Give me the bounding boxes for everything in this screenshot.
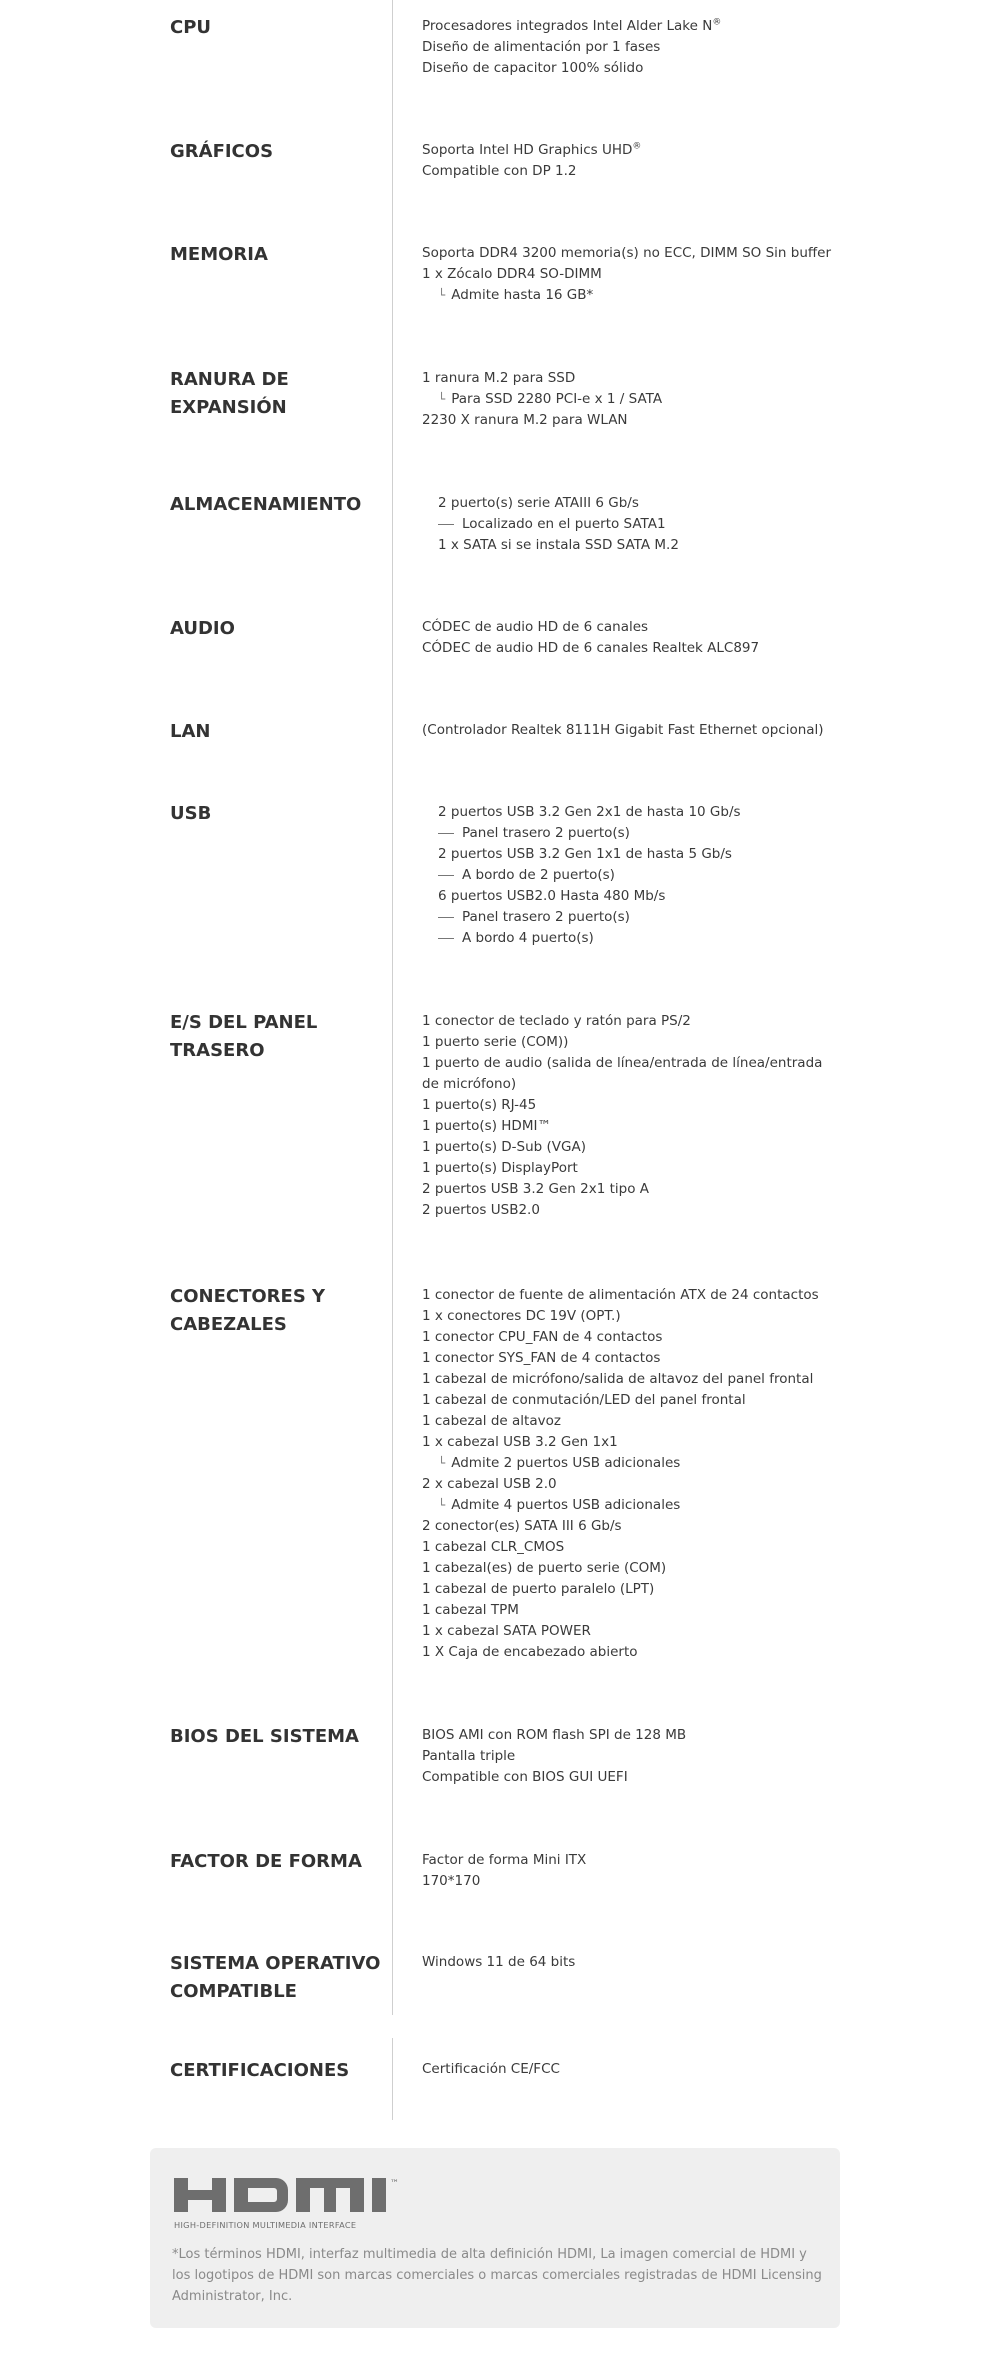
spec-value-text: BIOS AMI con ROM flash SPI de 128 MB (422, 1727, 687, 1743)
hdmi-notice-box (150, 2148, 840, 2328)
spec-value-line (422, 638, 842, 659)
spec-value-text: Admite 4 puertos USB adicionales (451, 1497, 681, 1513)
spec-value-text: 1 x SATA si se instala SSD SATA M.2 (438, 537, 679, 553)
spec-value-line (422, 865, 842, 886)
sub-item-dash-icon (438, 524, 454, 525)
spec-value-text: 1 puerto serie (COM)) (422, 1034, 569, 1050)
spec-value-text: 1 x Zócalo DDR4 SO-DIMM (422, 266, 602, 282)
spec-value-text: Admite 2 puertos USB adicionales (451, 1455, 681, 1471)
spec-value-line (422, 802, 842, 823)
spec-values (422, 368, 842, 431)
spec-label: AUDIO (170, 618, 235, 639)
spec-value-text: 2 x cabezal USB 2.0 (422, 1476, 557, 1492)
spec-values (422, 1850, 842, 1892)
spec-value-line (422, 1369, 842, 1390)
spec-label: CERTIFICACIONES (170, 2060, 350, 2081)
spec-value-line (422, 1850, 842, 1871)
spec-value-text: 1 puerto de audio (salida de línea/entrada de línea/entrada de micrófono) (422, 1055, 823, 1092)
spec-value-text: Procesadores integrados Intel Alder Lake N (422, 18, 713, 34)
spec-label: E/S DEL PANEL TRASERO (170, 1012, 318, 1061)
spec-value-text: 1 cabezal de conmutación/LED del panel frontal (422, 1392, 746, 1408)
hdmi-logo (172, 2176, 412, 2236)
spec-value-text: 1 puerto(s) D-Sub (VGA) (422, 1139, 586, 1155)
spec-value-line (422, 1558, 842, 1579)
spec-label: FACTOR DE FORMA (170, 1851, 362, 1872)
spec-value-line (422, 1621, 842, 1642)
spec-value-line (422, 1348, 842, 1369)
spec-value-line (422, 1537, 842, 1558)
spec-label: USB (170, 803, 212, 824)
spec-value-text: 2 puertos USB 3.2 Gen 1x1 de hasta 5 Gb/s (438, 846, 732, 862)
spec-values (422, 802, 842, 949)
spec-label: GRÁFICOS (170, 141, 274, 162)
spec-value-line (422, 844, 842, 865)
spec-value-text: Pantalla triple (422, 1748, 516, 1764)
spec-value-text: Panel trasero 2 puerto(s) (462, 909, 630, 925)
spec-value-line (422, 1116, 842, 1137)
spec-value-line (422, 1453, 842, 1474)
spec-value-text: Certificación CE/FCC (422, 2061, 560, 2077)
sub-item-branch-icon: └ (438, 392, 446, 406)
spec-value-line (422, 823, 842, 844)
spec-value-text: 2 puertos USB 3.2 Gen 2x1 de hasta 10 Gb/s (438, 804, 741, 820)
spec-label: SISTEMA OPERATIVO COMPATIBLE (170, 1953, 381, 2002)
spec-values (422, 1952, 842, 1973)
spec-values (422, 493, 842, 556)
spec-value-text: A bordo de 2 puerto(s) (462, 867, 615, 883)
spec-value-text: Localizado en el puerto SATA1 (462, 516, 666, 532)
spec-value-line (422, 720, 842, 741)
spec-value-line (422, 886, 842, 907)
spec-value-text: Windows 11 de 64 bits (422, 1954, 576, 1970)
spec-value-text: 1 cabezal TPM (422, 1602, 519, 1618)
spec-value-line (422, 285, 842, 306)
spec-value-text: 1 conector SYS_FAN de 4 contactos (422, 1350, 661, 1366)
spec-value-line (422, 1306, 842, 1327)
spec-value-text: 2 puertos USB2.0 (422, 1202, 540, 1218)
spec-values (422, 1285, 842, 1663)
spec-value-line (422, 1600, 842, 1621)
spec-value-text: 1 conector de fuente de alimentación ATX de 24 contactos (422, 1287, 819, 1303)
spec-value-line (422, 535, 842, 556)
spec-value-text: 1 puerto(s) HDMI™ (422, 1118, 551, 1134)
spec-value-line (422, 1200, 842, 1221)
spec-values (422, 1725, 842, 1788)
spec-label: MEMORIA (170, 244, 268, 265)
spec-value-line (422, 1474, 842, 1495)
spec-values (422, 16, 842, 79)
spec-value-text: CÓDEC de audio HD de 6 canales Realtek ALC897 (422, 640, 760, 656)
spec-value-line (422, 1032, 842, 1053)
spec-value-text: 1 conector CPU_FAN de 4 contactos (422, 1329, 663, 1345)
spec-value-line (422, 1179, 842, 1200)
spec-value-text: Admite hasta 16 GB* (451, 287, 594, 303)
spec-label: BIOS DEL SISTEMA (170, 1726, 359, 1747)
sub-item-dash-icon (438, 938, 454, 939)
spec-value-text: Diseño de capacitor 100% sólido (422, 60, 644, 76)
spec-value-text: Factor de forma Mini ITX (422, 1852, 587, 1868)
spec-value-line (422, 389, 842, 410)
spec-value-line (422, 140, 842, 161)
spec-label: CPU (170, 17, 212, 38)
spec-value-text: 1 x conectores DC 19V (OPT.) (422, 1308, 621, 1324)
spec-value-line (422, 1411, 842, 1432)
sub-item-dash-icon (438, 833, 454, 834)
spec-value-text: Soporta DDR4 3200 memoria(s) no ECC, DIMM SO Sin buffer (422, 245, 832, 261)
spec-value-line (422, 1495, 842, 1516)
spec-value-line (422, 1746, 842, 1767)
spec-label: RANURA DE EXPANSIÓN (170, 369, 289, 418)
spec-value-line (422, 368, 842, 389)
spec-label: CONECTORES Y CABEZALES (170, 1286, 326, 1335)
sub-item-branch-icon: └ (438, 288, 446, 302)
spec-value-text: 6 puertos USB2.0 Hasta 480 Mb/s (438, 888, 666, 904)
spec-value-text: 1 cabezal(es) de puerto serie (COM) (422, 1560, 667, 1576)
spec-value-text: Compatible con BIOS GUI UEFI (422, 1769, 628, 1785)
sub-item-branch-icon: └ (438, 1498, 446, 1512)
spec-value-line (422, 1642, 842, 1663)
spec-value-line (422, 1871, 842, 1892)
spec-values (422, 1011, 842, 1221)
spec-value-line (422, 1137, 842, 1158)
spec-value-line (422, 410, 842, 431)
spec-values (422, 2059, 842, 2080)
spec-value-text: 1 X Caja de encabezado abierto (422, 1644, 638, 1660)
spec-value-text: 170*170 (422, 1873, 481, 1889)
spec-value-line (422, 1516, 842, 1537)
spec-value-line (422, 617, 842, 638)
sub-item-branch-icon: └ (438, 1456, 446, 1470)
spec-value-line (422, 907, 842, 928)
spec-value-line (422, 1579, 842, 1600)
spec-value-text: Soporta Intel HD Graphics UHD (422, 142, 633, 158)
spec-value-line (422, 1158, 842, 1179)
spec-label: ALMACENAMIENTO (170, 494, 362, 515)
spec-label: LAN (170, 721, 211, 742)
spec-value-line (422, 264, 842, 285)
spec-value-text: Panel trasero 2 puerto(s) (462, 825, 630, 841)
spec-values (422, 243, 842, 306)
spec-values (422, 720, 842, 741)
spec-value-line (422, 1095, 842, 1116)
spec-value-text: 2230 X ranura M.2 para WLAN (422, 412, 628, 428)
spec-value-line (422, 1725, 842, 1746)
spec-value-text: 1 puerto(s) RJ-45 (422, 1097, 537, 1113)
spec-value-text: (Controlador Realtek 8111H Gigabit Fast Ethernet opcional) (422, 722, 824, 738)
spec-value-line (422, 514, 842, 535)
spec-value-line (422, 493, 842, 514)
hdmi-trademark-notice: *Los términos HDMI, interfaz multimedia de alta definición HDMI, La imagen comercial de HDMI y los logotipos de HDMI son marcas comerciales o marcas comerciales registradas de HDMI Licensing Administrator, Inc. (172, 2247, 822, 2304)
spec-value-line (422, 2059, 842, 2080)
registered-mark: ® (632, 141, 642, 152)
spec-value-text: 1 cabezal de micrófono/salida de altavoz del panel frontal (422, 1371, 814, 1387)
sub-item-dash-icon (438, 917, 454, 918)
divider-line (392, 0, 393, 2015)
spec-value-text: 1 conector de teclado y ratón para PS/2 (422, 1013, 691, 1029)
spec-value-line (422, 16, 842, 37)
spec-value-line (422, 1053, 842, 1095)
spec-value-text: 1 cabezal CLR_CMOS (422, 1539, 565, 1555)
spec-value-text: Compatible con DP 1.2 (422, 163, 577, 179)
spec-values (422, 140, 842, 182)
spec-value-line (422, 1327, 842, 1348)
spec-value-text: Diseño de alimentación por 1 fases (422, 39, 661, 55)
spec-value-text: 1 cabezal de puerto paralelo (LPT) (422, 1581, 655, 1597)
spec-value-text: 1 x cabezal SATA POWER (422, 1623, 591, 1639)
spec-value-line (422, 1952, 842, 1973)
hdmi-trademark: ™ (390, 2179, 399, 2189)
spec-value-text: Para SSD 2280 PCI-e x 1 / SATA (451, 391, 663, 407)
spec-value-text: 2 puerto(s) serie ATAIII 6 Gb/s (438, 495, 639, 511)
spec-value-line (422, 1767, 842, 1788)
spec-value-text: 2 puertos USB 3.2 Gen 2x1 tipo A (422, 1181, 649, 1197)
spec-value-text: A bordo 4 puerto(s) (462, 930, 594, 946)
spec-value-line (422, 928, 842, 949)
spec-value-text: 1 x cabezal USB 3.2 Gen 1x1 (422, 1434, 618, 1450)
sub-item-dash-icon (438, 875, 454, 876)
spec-value-line (422, 1432, 842, 1453)
spec-value-line (422, 243, 842, 264)
spec-value-line (422, 58, 842, 79)
spec-value-line (422, 37, 842, 58)
registered-mark: ® (712, 17, 722, 28)
spec-values (422, 617, 842, 659)
spec-value-text: CÓDEC de audio HD de 6 canales (422, 619, 649, 635)
spec-value-line (422, 1390, 842, 1411)
spec-value-text: 1 puerto(s) DisplayPort (422, 1160, 578, 1176)
spec-value-text: 2 conector(es) SATA III 6 Gb/s (422, 1518, 622, 1534)
spec-value-line (422, 161, 842, 182)
spec-value-text: 1 cabezal de altavoz (422, 1413, 561, 1429)
spec-value-text: 1 ranura M.2 para SSD (422, 370, 576, 386)
spec-value-line (422, 1285, 842, 1306)
spec-value-line (422, 1011, 842, 1032)
hdmi-tagline: HIGH-DEFINITION MULTIMEDIA INTERFACE (174, 2220, 357, 2230)
